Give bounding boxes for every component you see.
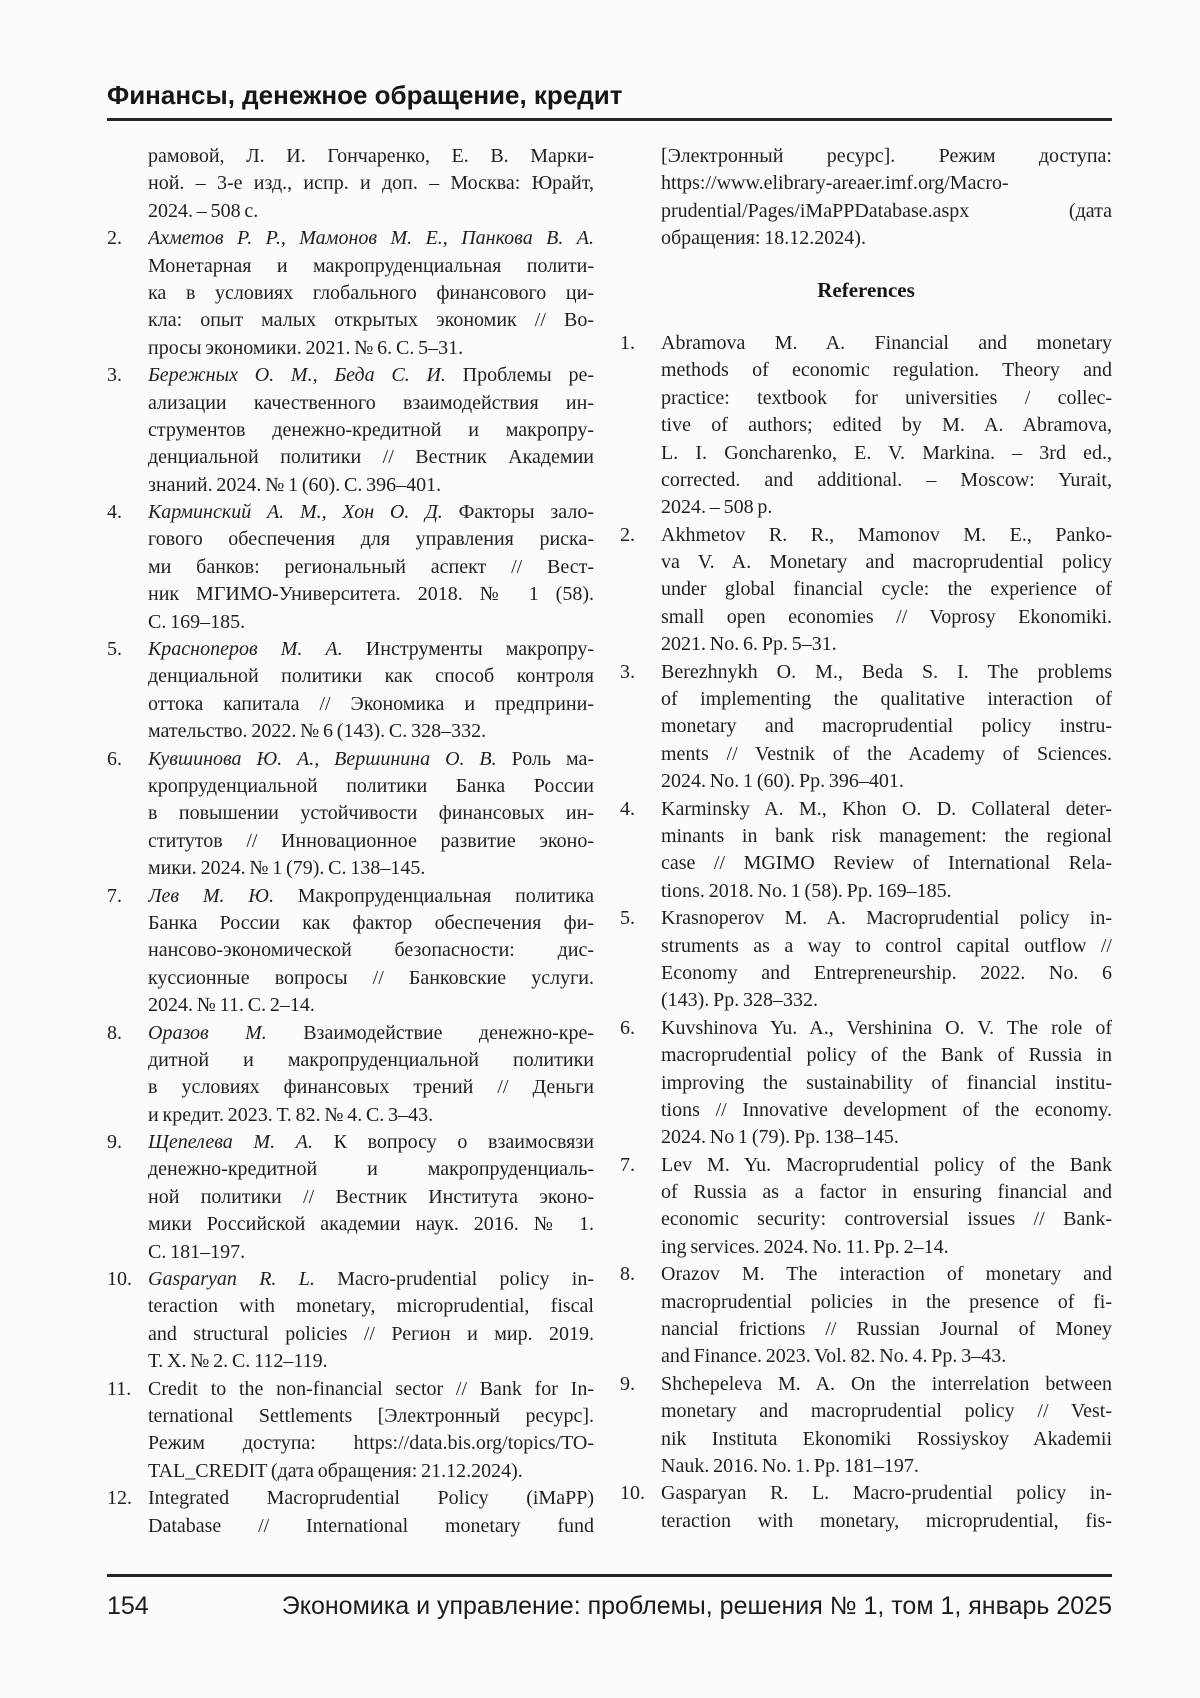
reference-line: teraction with monetary, microprudential, fis- [661, 1509, 1112, 1532]
reference-number: 7. [620, 1153, 635, 1176]
reference-line: мательство. 2022. № 6 (143). С. 328–332. [148, 720, 487, 743]
reference-line: С. 169–185. [148, 610, 246, 633]
reference-line: денежно-кредитной и макропруденциаль- [148, 1158, 594, 1181]
reference-line: ternational Settlements [Электронный ресурс]. [148, 1404, 594, 1427]
reference-line: teraction with monetary, microprudential, fiscal [148, 1295, 594, 1318]
reference-line: ститутов // Инновационное развитие эконо- [148, 829, 594, 852]
reference-line: нансово-экономической безопасности: дис- [148, 939, 594, 962]
reference-line: Orazov M. The interaction of monetary and [661, 1263, 1112, 1286]
reference-line: знаний. 2024. № 1 (60). С. 396–401. [148, 473, 442, 496]
reference-line: кла: опыт малых открытых экономик // Во- [148, 309, 594, 332]
reference-continuation [107, 143, 594, 225]
reference-line: денциальной политики // Вестник Академии [148, 446, 594, 469]
reference-line: struments as a way to control capital outflow // [661, 934, 1112, 957]
reference-line: ми банков: региональный аспект // Вест- [148, 555, 594, 578]
reference-number: 5. [620, 907, 635, 930]
reference-line: обращения: 18.12.2024). [661, 227, 866, 250]
reference-item [620, 522, 1112, 659]
reference-line: Integrated Macroprudential Policy (iMaPP) [148, 1487, 594, 1510]
reference-item [620, 330, 1112, 522]
reference-line: nik Instituta Ekonomiki Rossiyskoy Akademii [661, 1427, 1112, 1450]
reference-line: Nauk. 2016. No. 1. Pp. 181–197. [661, 1454, 919, 1477]
reference-line: minants in bank risk management: the regional [661, 825, 1112, 847]
reference-line: monetary and macroprudential policy instru- [661, 715, 1112, 738]
reference-number: 5. [107, 638, 122, 661]
reference-line: monetary and macroprudential policy // Vest- [661, 1400, 1112, 1423]
reference-line: Щепелева М. А. К вопросу о взаимосвязи [148, 1131, 594, 1154]
reference-number: 8. [620, 1263, 635, 1286]
reference-item [107, 1485, 594, 1540]
reference-item [107, 746, 594, 883]
reference-line: (143). Pp. 328–332. [661, 989, 819, 1012]
reference-number: 3. [107, 364, 122, 387]
reference-line: macroprudential policy of the Bank of Russia in [661, 1044, 1112, 1067]
reference-line: Лев М. Ю. Макропруденциальная политика [148, 884, 594, 907]
reference-line: Банка России как фактор обеспечения фи- [148, 911, 594, 934]
reference-line: and Finance. 2023. Vol. 82. No. 4. Pp. 3–43. [661, 1345, 1007, 1368]
reference-number: 3. [620, 660, 635, 683]
reference-item [620, 659, 1112, 796]
reference-authors: Кувшинова Ю. А., Вершинина О. В. [148, 747, 497, 770]
reference-authors: Бережных О. М., Беда С. И. [148, 364, 446, 387]
reference-line: tions. 2018. No. 1 (58). Pp. 169–185. [661, 879, 952, 902]
reference-authors: Оразов М. [148, 1021, 267, 1044]
reference-line: ка в условиях глобального финансового ци- [148, 281, 594, 304]
reference-number: 8. [107, 1021, 122, 1044]
reference-number: 10. [620, 1482, 645, 1505]
reference-line: Credit to the non-financial sector // Bank for In- [148, 1377, 594, 1400]
reference-line: Gasparyan R. L. Macro-prudential policy in- [148, 1268, 594, 1291]
reference-item [620, 1015, 1112, 1152]
reference-authors: Щепелева М. А. [148, 1131, 313, 1154]
reference-number: 6. [107, 747, 122, 770]
left-column [107, 143, 594, 1540]
reference-item [107, 1266, 594, 1376]
reference-line: ments // Vestnik of the Academy of Sciences. [661, 742, 1112, 765]
reference-authors: Карминский А. М., Хон О. Д. [148, 501, 443, 524]
reference-line: Режим доступа: https://data.bis.org/topics/TO- [148, 1432, 594, 1455]
reference-continuation [620, 143, 1112, 253]
reference-line: Lev M. Yu. Macroprudential policy of the Bank [661, 1153, 1112, 1176]
reference-line: Бережных О. М., Беда С. И. Проблемы ре- [148, 364, 594, 387]
reference-number: 12. [107, 1487, 132, 1510]
reference-line: case // MGIMO Review of International Rela- [661, 852, 1112, 875]
section-header: Финансы, денежное обращение, кредит [107, 80, 623, 110]
reference-item [620, 905, 1112, 1015]
reference-line: мики Российской академии наук. 2016. № 1. [148, 1213, 594, 1236]
reference-number: 2. [620, 523, 635, 546]
reference-line [148, 225, 594, 252]
reference-number: 11. [107, 1377, 132, 1400]
reference-line: economic security: controversial issues // Bank- [661, 1208, 1112, 1231]
reference-number: 10. [107, 1268, 132, 1291]
reference-line: 2021. No. 6. Pp. 5–31. [661, 633, 837, 656]
reference-number: 9. [620, 1372, 635, 1395]
reference-line: nancial frictions // Russian Journal of Money [661, 1318, 1112, 1341]
reference-line: куссионные вопросы // Банковские услуги. [148, 966, 594, 989]
reference-line: ализации качественного взаимодействия ин- [148, 391, 594, 414]
reference-authors: Ахметов Р. Р., Мамонов М. Е., Панкова В. А. [148, 227, 594, 250]
reference-line: Кувшинова Ю. А., Вершинина О. В. Роль ма- [148, 747, 594, 770]
reference-line: prudential/Pages/iMaPPDatabase.aspx (дата [661, 199, 1112, 222]
reference-item [620, 1261, 1112, 1371]
reference-line: under global financial cycle: the experience of [661, 578, 1112, 601]
reference-line: [Электронный ресурс]. Режим доступа: [661, 145, 1112, 167]
reference-line: of implementing the qualitative interaction of [661, 688, 1112, 711]
reference-line: of Russia as a factor in ensuring financial and [661, 1181, 1112, 1204]
page-number: 154 [107, 1592, 149, 1620]
reference-item [107, 499, 594, 636]
reference-line: Berezhnykh O. M., Beda S. I. The problems [661, 660, 1112, 683]
reference-line: С. 181–197. [148, 1240, 246, 1263]
reference-item [107, 362, 594, 499]
reference-line: Krasnoperov M. A. Macroprudential policy in- [661, 907, 1112, 930]
reference-line: Карминский А. М., Хон О. Д. Факторы зало- [148, 501, 594, 524]
reference-line: methods of economic regulation. Theory and [661, 359, 1112, 382]
reference-item [107, 1376, 594, 1486]
reference-line: дитной и макропруденциальной политики [148, 1048, 594, 1071]
reference-line: мики. 2024. № 1 (79). С. 138–145. [148, 857, 426, 880]
reference-item [107, 1020, 594, 1130]
reference-line: в повышении устойчивости финансовых ин- [148, 802, 594, 825]
reference-line: 2024. – 508 с. [148, 199, 259, 222]
reference-line: Т. X. № 2. С. 112–119. [148, 1350, 328, 1373]
reference-line: improving the sustainability of financial institu- [661, 1071, 1112, 1094]
reference-number: 4. [620, 797, 635, 820]
reference-line: va V. A. Monetary and macroprudential policy [661, 551, 1112, 574]
reference-line: гового обеспечения для управления риска- [148, 528, 594, 551]
reference-line: 2024. – 508 p. [661, 496, 773, 519]
reference-item [107, 636, 594, 746]
reference-line: Economy and Entrepreneurship. 2022. No. 6 [661, 961, 1112, 984]
references-columns [107, 143, 1112, 1540]
reference-line: Shchepeleva M. A. On the interrelation between [661, 1372, 1112, 1395]
reference-line: струментов денежно-кредитной и макропру- [148, 418, 594, 441]
reference-line: Монетарная и макропруденциальная полити- [148, 254, 594, 277]
reference-line: Оразов М. Взаимодействие денежно-кре- [148, 1021, 594, 1044]
footer-rule [107, 1574, 1112, 1577]
reference-line: Abramova M. A. Financial and monetary [661, 331, 1112, 354]
reference-line: https://www.elibrary-areaer.imf.org/Macro- [661, 172, 1009, 195]
reference-line: в условиях финансовых трений // Деньги [148, 1076, 594, 1099]
reference-line: Karminsky A. M., Khon O. D. Collateral deter- [661, 797, 1112, 820]
reference-line: ing services. 2024. No. 11. Pp. 2–14. [661, 1235, 949, 1258]
reference-line: tive of authors; edited by M. A. Abramova, [661, 414, 1112, 437]
reference-line: Gasparyan R. L. Macro-prudential policy in- [661, 1482, 1112, 1505]
reference-line: corrected. and additional. – Moscow: Yurait, [661, 468, 1112, 491]
reference-line: tions // Innovative development of the economy. [661, 1098, 1112, 1121]
reference-item [620, 1371, 1112, 1481]
page-footer [107, 1592, 1112, 1621]
reference-item [107, 883, 594, 1020]
journal-title: Экономика и управление: проблемы, решения № 1, том 1, январь 2025 [281, 1592, 1112, 1620]
reference-line: TAL_CREDIT (дата обращения: 21.12.2024). [148, 1459, 523, 1482]
reference-line: and structural policies // Регион и мир. 2019. [148, 1322, 594, 1345]
reference-line: кропруденциальной политики Банка России [148, 774, 594, 797]
header-rule [107, 118, 1112, 121]
reference-item [107, 1129, 594, 1266]
reference-line: денциальной политики как способ контроля [148, 665, 594, 688]
reference-line: и кредит. 2023. Т. 82. № 4. С. 3–43. [148, 1103, 434, 1126]
reference-line: рамовой, Л. И. Гончаренко, Е. В. Марки- [148, 145, 594, 167]
reference-line: 2024. № 11. С. 2–14. [148, 994, 315, 1017]
reference-line: L. I. Goncharenko, E. V. Markina. – 3rd ed., [661, 441, 1112, 464]
reference-item [620, 1152, 1112, 1262]
right-column [620, 143, 1112, 1540]
reference-line: ник МГИМО-Университета. 2018. № 1 (58). [148, 583, 594, 606]
reference-line: Akhmetov R. R., Mamonov M. E., Panko- [661, 523, 1112, 546]
reference-number: 6. [620, 1016, 635, 1039]
reference-line: macroprudential policies in the presence of fi- [661, 1290, 1112, 1313]
reference-number: 4. [107, 501, 122, 524]
reference-line: small open economies // Voprosy Ekonomiki. [661, 605, 1112, 628]
reference-line: ной политики // Вестник Института эконо- [148, 1185, 594, 1208]
reference-number: 2. [107, 227, 122, 250]
references-heading: References [817, 277, 915, 302]
reference-item [620, 796, 1112, 906]
reference-line: просы экономики. 2021. № 6. С. 5–31. [148, 336, 464, 359]
reference-line: practice: textbook for universities / collec- [661, 386, 1112, 409]
reference-line: Database // International monetary fund [148, 1514, 594, 1537]
reference-line: 2024. No. 1 (60). Pp. 396–401. [661, 770, 904, 793]
reference-number: 9. [107, 1131, 122, 1154]
reference-authors: Красноперов М. А. [148, 638, 343, 661]
reference-authors: Лев М. Ю. [148, 884, 274, 907]
reference-line: оттока капитала // Экономика и предприни- [148, 692, 594, 715]
reference-line: ной. – 3-е изд., испр. и доп. – Москва: Юрайт, [148, 172, 594, 195]
reference-number: 1. [620, 331, 635, 354]
reference-line: 2024. No 1 (79). Pp. 138–145. [661, 1126, 899, 1149]
reference-authors: Gasparyan R. L. [148, 1268, 315, 1291]
reference-number: 7. [107, 884, 122, 907]
reference-item [107, 225, 594, 362]
reference-item [620, 1480, 1112, 1535]
reference-line: Kuvshinova Yu. A., Vershinina O. V. The role of [661, 1016, 1112, 1039]
reference-line: Красноперов М. А. Инструменты макропру- [148, 638, 594, 661]
